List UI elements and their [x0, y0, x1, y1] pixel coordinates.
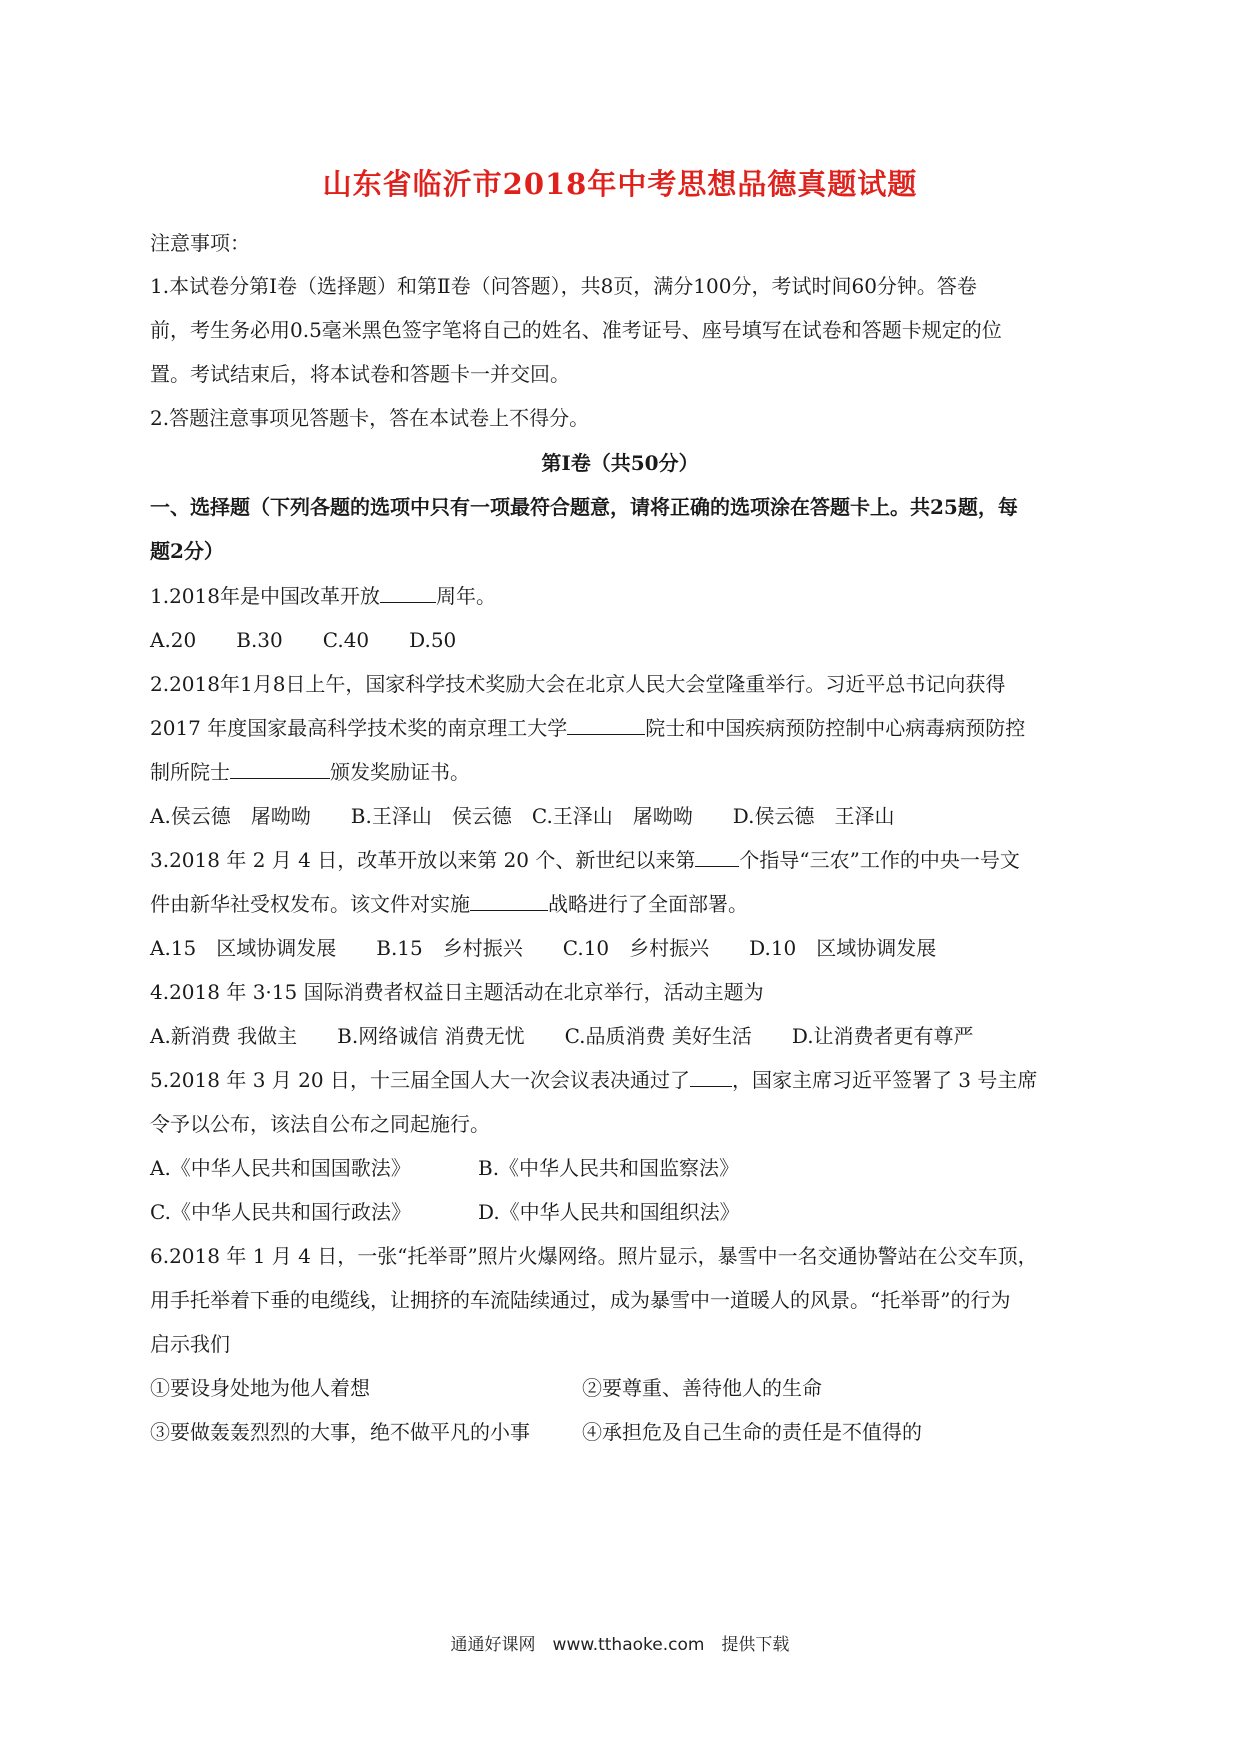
- q2-blank-1: [567, 714, 645, 735]
- q2-line2-start: 2017 年度国家最高科学技术奖的南京理工大学: [150, 716, 568, 740]
- q3-line1-end: 个指导“三农”工作的中央一号文: [739, 848, 1020, 872]
- q6-item-4: ④承担危及自己生命的责任是不值得的: [582, 1420, 922, 1444]
- question-5-options-row2: [150, 1198, 1100, 1226]
- question-5-line1: [150, 1066, 1100, 1094]
- question-6-line1: 6.2018 年 1 月 4 日，一张“托举哥”照片火爆网络。照片显示，暴雪中一名交通协警站在公交车顶，: [150, 1244, 1038, 1268]
- q1-stem-end: 周年。: [435, 584, 496, 608]
- question-4-line1: 4.2018 年 3·15 国际消费者权益日主题活动在北京举行，活动主题为: [150, 980, 764, 1004]
- q6-item-1: ①要设身处地为他人着想: [150, 1376, 370, 1400]
- part-heading-line2: 题2分）: [150, 539, 224, 563]
- question-3-options: A.15 区域协调发展 B.15 乡村振兴 C.10 乡村振兴 D.10 区域协调发展: [150, 936, 937, 960]
- question-6-line3: 启示我们: [150, 1332, 230, 1356]
- q3-line2-start: 件由新华社受权发布。该文件对实施: [150, 892, 470, 916]
- question-6-line2: 用手托举着下垂的电缆线，让拥挤的车流陆续通过，成为暴雪中一道暖人的风景。“托举哥”的行为: [150, 1288, 1011, 1312]
- question-3-line1: [150, 846, 1100, 874]
- q5-line1-start: 5.2018 年 3 月 20 日，十三届全国人大一次会议表决通过了: [150, 1068, 690, 1092]
- question-5-options-row1: [150, 1154, 1100, 1182]
- question-5-line2: 令予以公布，该法自公布之同起施行。: [150, 1112, 490, 1136]
- q6-item-2: ②要尊重、善待他人的生命: [582, 1376, 822, 1400]
- part-heading-line1: 一、选择题（下列各题的选项中只有一项最符合题意，请将正确的选项涂在答题卡上。共25题，每: [150, 495, 1018, 519]
- exam-title: 山东省临沂市2018年中考思想品德真题试题: [322, 167, 918, 201]
- q5-option-a: A.《中华人民共和国国歌法》: [150, 1156, 411, 1180]
- q3-line2-end: 战略进行了全面部署。: [548, 892, 748, 916]
- page-footer: 通通好课网 www.tthaoke.com 提供下载: [450, 1635, 790, 1655]
- question-1-options: A.20 B.30 C.40 D.50: [150, 628, 457, 652]
- q5-option-d: D.《中华人民共和国组织法》: [478, 1200, 740, 1224]
- q5-blank: [690, 1066, 732, 1087]
- q5-line1-end: ，国家主席习近平签署了 3 号主席: [731, 1068, 1038, 1092]
- question-2-line1: 2.2018年1月8日上午，国家科学技术奖励大会在北京人民大会堂隆重举行。习近平总书记向获得: [150, 672, 1006, 696]
- q2-line2-end: 院士和中国疾病预防控制中心病毒病预防控: [645, 716, 1026, 740]
- q6-item-3: ③要做轰轰烈烈的大事，绝不做平凡的小事: [150, 1420, 530, 1444]
- question-2-line2: [150, 714, 1100, 742]
- q2-blank-2: [230, 758, 330, 779]
- question-6-items-row2: [150, 1418, 1100, 1446]
- question-4-options: A.新消费 我做主 B.网络诚信 消费无忧 C.品质消费 美好生活 D.让消费者更有尊严: [150, 1024, 974, 1048]
- notice-p1-line2: 前，考生务必用0.5毫米黑色签字笔将自己的姓名、准考证号、座号填写在试卷和答题卡规定的位: [150, 318, 1002, 342]
- q2-line3-end: 颁发奖励证书。: [330, 760, 470, 784]
- q2-line3-start: 制所院士: [150, 760, 230, 784]
- notice-p1-line3: 置。考试结束后，将本试卷和答题卡一并交回。: [150, 362, 570, 386]
- q1-stem-start: 1.2018年是中国改革开放: [150, 584, 380, 608]
- q3-blank-2: [470, 890, 548, 911]
- section-title: 第Ⅰ卷（共50分）: [541, 451, 699, 475]
- q3-line1-start: 3.2018 年 2 月 4 日，改革开放以来第 20 个、新世纪以来第: [150, 848, 696, 872]
- notice-p2: 2.答题注意事项见答题卡，答在本试卷上不得分。: [150, 406, 590, 430]
- notice-heading: 注意事项：: [150, 231, 250, 255]
- question-2-line3: [150, 758, 1100, 786]
- notice-p1-line1: 1.本试卷分第Ⅰ卷（选择题）和第Ⅱ卷（问答题），共8页，满分100分，考试时间60分钟。答卷: [150, 274, 977, 298]
- question-6-items-row1: [150, 1374, 1100, 1402]
- question-1-stem: [150, 582, 1100, 610]
- question-2-options: A.侯云德 屠呦呦 B.王泽山 侯云德 C.王泽山 屠呦呦 D.侯云德 王泽山: [150, 804, 895, 828]
- q3-blank-1: [695, 846, 739, 867]
- q5-option-b: B.《中华人民共和国监察法》: [478, 1156, 740, 1180]
- q1-blank: [380, 582, 436, 603]
- q5-option-c: C.《中华人民共和国行政法》: [150, 1200, 411, 1224]
- question-3-line2: [150, 890, 1100, 918]
